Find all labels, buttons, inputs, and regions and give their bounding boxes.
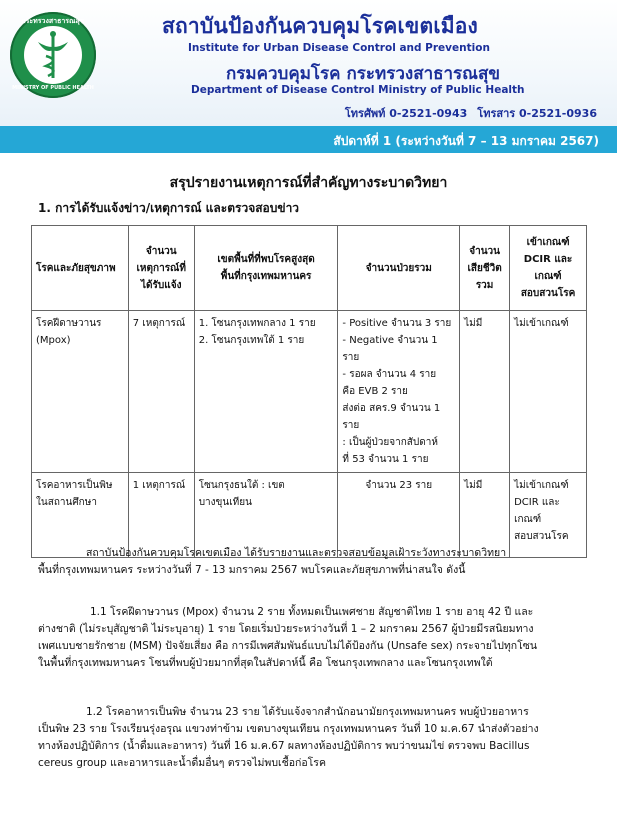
cell-disease: โรคฝีดาษวานร (Mpox) [32,311,129,473]
letterhead [0,0,617,126]
cell-dcir: ไม่เข้าเกณฑ์ DCIR และ เกณฑ์ สอบสวนโรค [510,473,587,558]
table-header-row [32,226,587,311]
cell-districts: โซนกรุงธนใต้ : เขตบางขุนเทียน [194,473,338,558]
cell-deaths: ไม่มี [460,473,510,558]
cell-disease: โรคอาหารเป็นพิษ ในสถานศึกษา [32,473,129,558]
section-heading: 1. การได้รับแจ้งข่าว/เหตุการณ์ และตรวจสอบข่าว [38,201,300,215]
ministry-of-public-health-seal-icon [10,12,96,98]
events-table [31,225,587,558]
header-disease: โรคและภัยสุขภาพ [32,226,129,311]
logo-bottom-text: MINISTRY OF PUBLIC HEALTH [12,85,94,91]
cell-dcir: ไม่เข้าเกณฑ์ [510,311,587,473]
header-dcir: เข้าเกณฑ์ DCIR และ เกณฑ์ สอบสวนโรค [510,226,587,311]
department-name-english: Department of Disease Control Ministry of Public Health [191,84,525,96]
header-events: จำนวน เหตุการณ์ที่ ได้รับแจ้ง [128,226,194,311]
logo-top-text: กระทรวงสาธารณสุข [21,17,85,25]
header-districts: เขตพื้นที่ที่พบโรคสูงสุด พื้นที่กรุงเทพมหานคร [194,226,338,311]
cell-deaths: ไม่มี [460,311,510,473]
institute-name-english: Institute for Urban Disease Control and Prevention [188,42,490,54]
cell-events: 1 เหตุการณ์ [128,473,194,558]
contact-info [345,104,597,122]
department-name-thai: กรมควบคุมโรค กระทรวงสาธารณสุข [226,64,500,84]
mpox-paragraph: 1.1 โรคฝีดาษวานร (Mpox) จำนวน 2 ราย ทั้งหมดเป็นเพศชาย สัญชาติไทย 1 ราย อายุ 42 ปี และ ต่างชาติ (ไม่ระบุสัญชาติ ไม่ระบุอายุ) 1 ราย โดยเริ่มป่วยระหว่างวันที่ 1 – 2 มกราคม 2567 ผู้ป่วยมีรสนิยมทาง เพศแบบชายรักชาย (MSM) ปัจจัยเสี่ยง คือ การมีเพศสัมพันธ์แบบไม่ได้ป้องกัน (Unsafe sex) กระจายไปทุกโซน ในพื้นที่กรุงเทพมหานคร โซนที่พบผู้ป่วยมากที่สุดในสัปดาห์นี้ คือ โซนกรุงเทพกลาง และโซนกรุงเทพใต้ [38,606,538,669]
logo-emblem [24,26,82,84]
table-row [32,311,587,473]
cell-cases: จำนวน 23 ราย [338,473,460,558]
food-poisoning-paragraph: 1.2 โรคอาหารเป็นพิษ จำนวน 23 ราย ได้รับแจ้งจากสำนักอนามัยกรุงเทพมหานคร พบผู้ป่วยอาหาร เป็นพิษ 23 ราย โรงเรียนรุ่งอรุณ แขวงท่าข้าม เขตบางขุนเทียน กรุงเทพมหานคร วันที่ 10 ม.ค.67 นำส่งตัวอย่าง ทางห้องปฏิบัติการ (น้ำดื่มและอาหาร) วันที่ 16 ม.ค.67 ผลทางห้องปฏิบัติการ พบว่าขนมไข่ ตรวจพบ Bacillus cereus group และอาหารและน้ำดื่มอื่นๆ ตรวจไม่พบเชื้อก่อโรค [38,706,539,769]
header-cases: จำนวนป่วยรวม [338,226,460,311]
cell-districts: 1. โซนกรุงเทพกลาง 1 ราย 2. โซนกรุงเทพใต้ 1 ราย [194,311,338,473]
cell-events: 7 เหตุการณ์ [128,311,194,473]
phone-number: โทรศัพท์ 0-2521-0943 [344,107,468,120]
summary-paragraph: สถาบันป้องกันควบคุมโรคเขตเมือง ได้รับรายงานและตรวจสอบข้อมูลเฝ้าระวังทางระบาดวิทยา พื้นที่กรุงเทพมหานคร ระหว่างวันที่ 7 - 13 มกราคม 2567 พบโรคและภัยสุขภาพที่น่าสนใจ ดังนี้ [38,547,507,576]
cell-cases: - Positive จำนวน 3 ราย - Negative จำนวน 1 ราย - รอผล จำนวน 4 ราย คือ EVB 2 ราย ส่งต่อ สคร.9 จำนวน 1 ราย : เป็นผู้ป่วยจากสัปดาห์ ที่ 53 จำนวน 1 ราย [338,311,460,473]
header-deaths: จำนวน เสียชีวิต รวม [460,226,510,311]
fax-number: โทรสาร 0-2521-0936 [477,107,597,120]
report-title: สรุปรายงานเหตุการณ์ที่สำคัญทางระบาดวิทยา [169,175,448,191]
week-label: สัปดาห์ที่ 1 (ระหว่างวันที่ 7 – 13 มกราคม 2567) [333,134,599,148]
week-banner [0,126,617,153]
institute-name-thai: สถาบันป้องกันควบคุมโรคเขตเมือง [162,14,479,38]
